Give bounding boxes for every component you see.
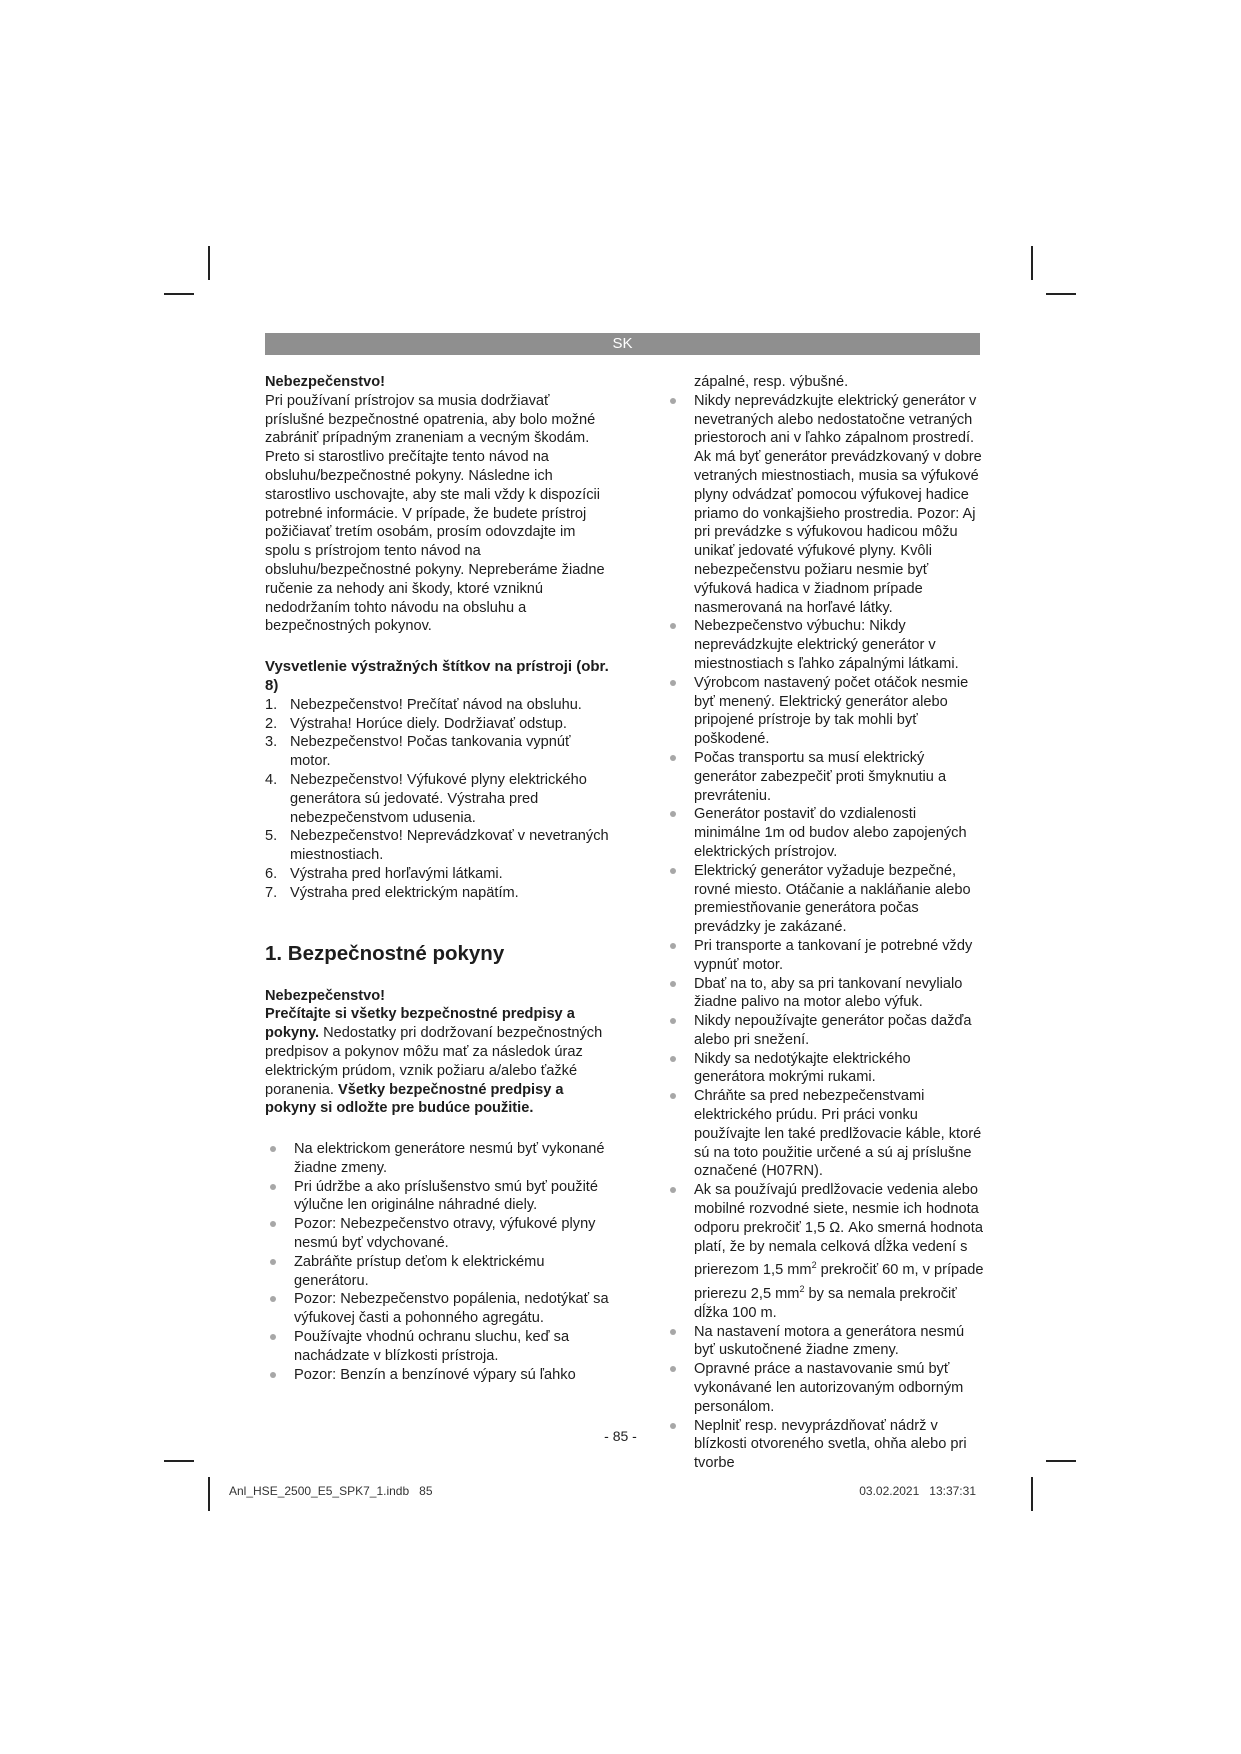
list-item: Pri údržbe a ako príslušenstvo smú byť použité výlučne len originálne náhradné diely. bbox=[265, 1178, 610, 1216]
list-item: Nebezpečenstvo výbuchu: Nikdy neprevádzkujte elektrický generátor v miestnostiach s ľahko zápalnými látkami. bbox=[665, 617, 985, 673]
list-item: Zabráňte prístup deťom k elektrickému generátoru. bbox=[265, 1253, 610, 1291]
safety-bullets-left bbox=[265, 1140, 610, 1384]
danger-paragraph: Pri používaní prístrojov sa musia dodržiavať príslušné bezpečnostné opatrenia, aby bolo možné zabrániť prípadným zraneniam a vecným škodám. Preto si starostlivo prečítajte tento návod na obsluhu/bezpečnostné pokyny. Následne ich starostlivo uschovajte, aby ste mali vždy k dispozícii potrebné informácie. V prípade, že budete prístroj požičiavať tretím osobám, prosím odovzdajte im spolu s prístrojom tento návod na obsluhu/bezpečnostné pokyny. Nepreberáme žiadne ručenie za nehody ani škody, ktoré vzniknú nedodržaním tohto návodu na obsluhu a bezpečnostných pokynov. bbox=[265, 392, 605, 635]
list-item: Na elektrickom generátore nesmú byť vykonané žiadne zmeny. bbox=[265, 1140, 610, 1178]
list-item: Generátor postaviť do vzdialenosti minimálne 1m od budov alebo zapojených elektrických prístrojov. bbox=[665, 805, 985, 861]
list-item: 5. Nebezpečenstvo! Neprevádzkovať v nevetraných miestnostiach. bbox=[265, 828, 609, 864]
safety-bullets-right bbox=[665, 392, 985, 1473]
list-item: Neplniť resp. nevyprázdňovať nádrž v blízkosti otvoreného svetla, ohňa alebo pri tvorbe bbox=[665, 1417, 985, 1473]
crop-mark bbox=[1046, 293, 1076, 295]
list-item: Pri transporte a tankovaní je potrebné vždy vypnúť motor. bbox=[665, 937, 985, 975]
list-item: Pozor: Nebezpečenstvo popálenia, nedotýkať sa výfukovej časti a pohonného agregátu. bbox=[265, 1290, 610, 1328]
list-item: Počas transportu sa musí elektrický generátor zabezpečiť proti šmyknutiu a prevráteniu. bbox=[665, 749, 985, 805]
list-item: 1. Nebezpečenstvo! Prečítať návod na obsluhu. bbox=[265, 696, 582, 713]
list-item: Na nastavení motora a generátora nesmú byť uskutočnené žiadne zmeny. bbox=[665, 1323, 985, 1361]
list-item: Pozor: Nebezpečenstvo otravy, výfukové plyny nesmú byť vdychované. bbox=[265, 1215, 610, 1253]
list-item: Opravné práce a nastavovanie smú byť vykonávané len autorizovaným odborným personálom. bbox=[665, 1360, 985, 1416]
list-item: Chráňte sa pred nebezpečenstvami elektrického prúdu. Pri práci vonku používajte len také predlžovacie káble, ktoré sú na toto použitie určené a sú aj príslušne označené (H07RN). bbox=[665, 1087, 985, 1181]
continuation-text: zápalné, resp. výbušné. bbox=[694, 374, 849, 390]
crop-mark bbox=[208, 1477, 210, 1511]
right-column bbox=[665, 373, 985, 1473]
warning-labels-list bbox=[265, 696, 610, 903]
list-item: Dbať na to, aby sa pri tankovaní nevylialo žiadne palivo na motor alebo výfuk. bbox=[665, 975, 985, 1013]
crop-mark bbox=[1031, 246, 1033, 280]
list-item: 3. Nebezpečenstvo! Počas tankovania vypnúť motor. bbox=[265, 734, 571, 770]
list-item: Pozor: Benzín a benzínové výpary sú ľahko bbox=[265, 1366, 610, 1385]
list-item: Používajte vhodnú ochranu sluchu, keď sa nachádzate v blízkosti prístroja. bbox=[265, 1328, 610, 1366]
danger-title: Nebezpečenstvo! bbox=[265, 987, 386, 1004]
labels-heading: Vysvetlenie výstražných štítkov na prístroji (obr. 8) bbox=[265, 658, 609, 694]
list-item: 6. Výstraha pred horľavými látkami. bbox=[265, 865, 503, 882]
list-item: 7. Výstraha pred elektrickým napätím. bbox=[265, 884, 519, 901]
list-item: 4. Nebezpečenstvo! Výfukové plyny elektrického generátora sú jedovaté. Výstraha pred nebezpečenstvom udusenia. bbox=[265, 771, 587, 826]
crop-mark bbox=[164, 1460, 194, 1462]
list-item: Elektrický generátor vyžaduje bezpečné, rovné miesto. Otáčanie a nakláňanie alebo premiestňovanie generátora počas prevádzky je zakázané. bbox=[665, 862, 985, 937]
footer-timestamp: 03.02.2021 13:37:31 bbox=[859, 1484, 976, 1498]
danger-title: Nebezpečenstvo! bbox=[265, 374, 386, 390]
footer-filename: Anl_HSE_2500_E5_SPK7_1.indb 85 bbox=[229, 1484, 433, 1498]
section-heading: 1. Bezpečnostné pokyny bbox=[265, 941, 505, 965]
language-header-bar: SK bbox=[265, 333, 980, 355]
read-instructions-paragraph: Prečítajte si všetky bezpečnostné predpisy a pokyny. Nedostatky pri dodržovaní bezpečnostných predpisov a pokynov môžu mať za následok úraz elektrickým prúdom, vznik požiaru a/alebo ťažké poranenia. Všetky bezpečnostné predpisy a pokyny si odložte pre budúce použitie. bbox=[265, 1006, 603, 1117]
list-item: Nikdy neprevádzkujte elektrický generátor v nevetraných alebo nedostatočne vetraných priestoroch ani v ľahko zápalnom prostredí. Ak má byť generátor prevádzkovaný v dobre vetraných miestnostiach, musia sa výfukové plyny odvádzať pomocou výfukovej hadice priamo do vonkajšieho prostredia. Pozor: Aj pri prevádzke s výfukovou hadicou môžu unikať jedovaté výfukové plyny. Kvôli nebezpečenstvu požiaru nesmie byť výfuková hadica v žiadnom prípade nasmerovaná na horľavé látky. bbox=[665, 392, 985, 618]
page-number: - 85 - bbox=[604, 1428, 637, 1444]
crop-mark bbox=[1046, 1460, 1076, 1462]
crop-mark bbox=[208, 246, 210, 280]
list-item: Nikdy sa nedotýkajte elektrického generátora mokrými rukami. bbox=[665, 1050, 985, 1088]
crop-mark bbox=[1031, 1477, 1033, 1511]
list-item: Ak sa používajú predlžovacie vedenia alebo mobilné rozvodné siete, nesmie ich hodnota odporu prekročiť 1,5 Ω. Ako smerná hodnota platí, že by nemala celková dĺžka vedení s prierezom 1,5 $mm^2$ prekročiť 60 m, v prípade prierezu 2,5 $mm^2$ by sa nemala prekročiť dĺžka 100 m. bbox=[665, 1181, 985, 1322]
crop-mark bbox=[164, 293, 194, 295]
list-item: 2. Výstraha! Horúce diely. Dodržiavať odstup. bbox=[265, 715, 567, 732]
left-column bbox=[265, 373, 610, 1384]
list-item: Nikdy nepoužívajte generátor počas dažďa alebo pri snežení. bbox=[665, 1012, 985, 1050]
list-item: Výrobcom nastavený počet otáčok nesmie byť menený. Elektrický generátor alebo pripojené prístroje by tak mohli byť poškodené. bbox=[665, 674, 985, 749]
